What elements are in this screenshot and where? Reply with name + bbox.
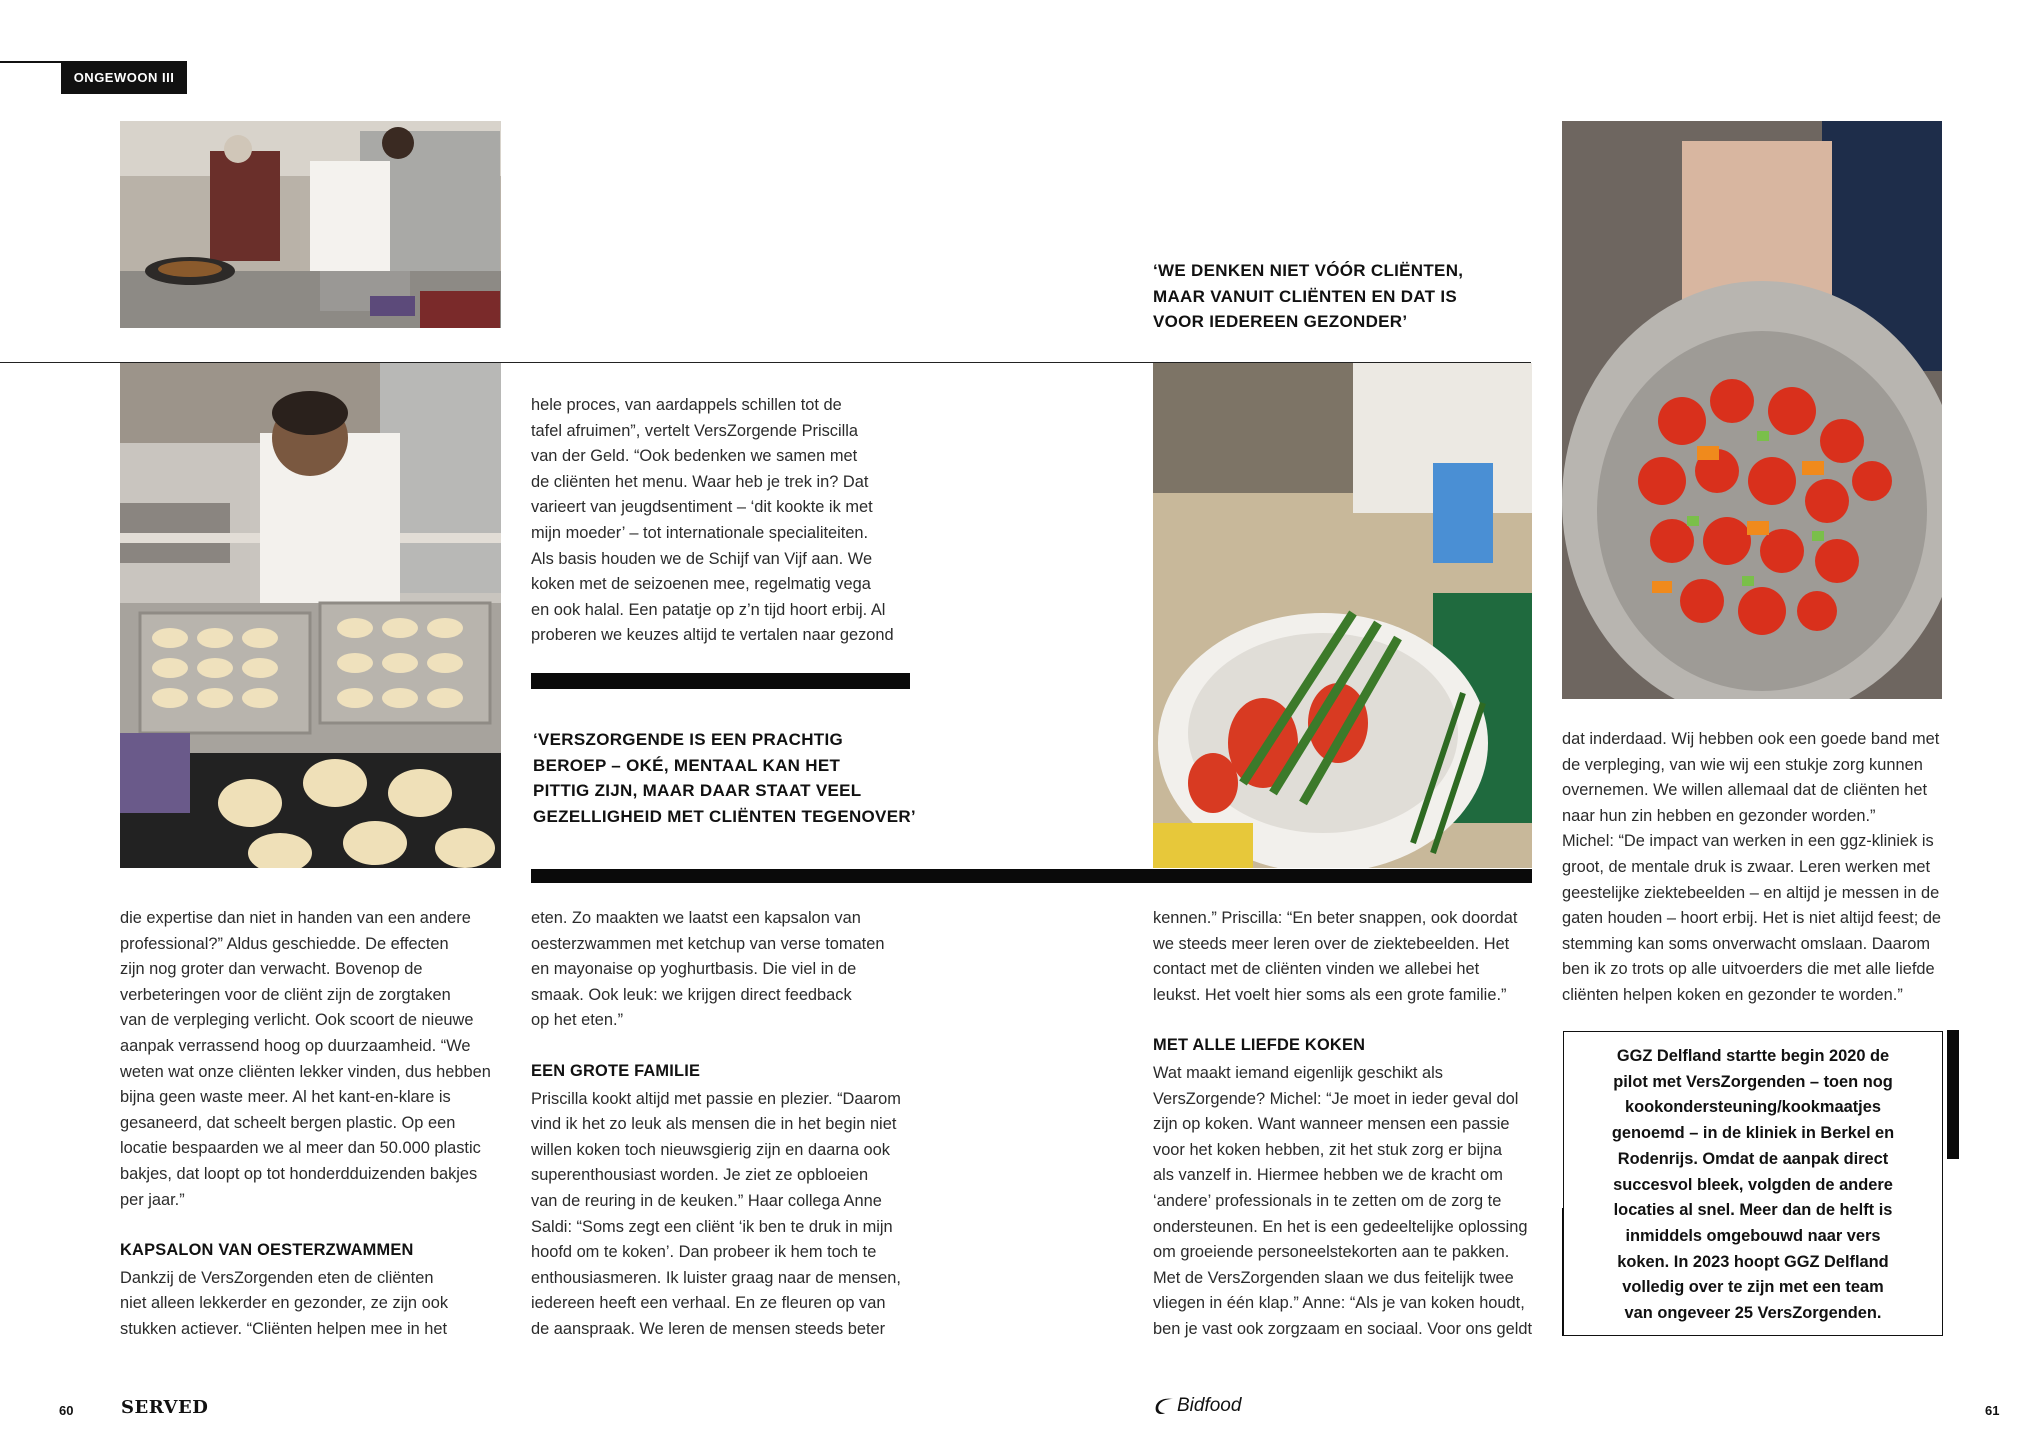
text-line: per jaar.” — [120, 1190, 185, 1209]
text-line: Dankzij de VersZorgenden eten de cliënten — [120, 1268, 434, 1287]
quote-line: VOOR IEDEREEN GEZONDER’ — [1153, 312, 1408, 332]
subheading: MET ALLE LIEFDE KOKEN — [1153, 1036, 1366, 1055]
text-line: professional?” Aldus geschiedde. De effecten — [120, 934, 449, 953]
text-line: de verpleging, van wie wij een stukje zorg kunnen — [1562, 755, 1923, 774]
text-line: van de reuring in de keuken.” Haar collega Anne — [531, 1191, 882, 1210]
colander-vegetables-photo — [1153, 363, 1532, 868]
text-line: hele proces, van aardappels schillen tot de — [531, 396, 842, 414]
text-line: niet alleen lekkerder en gezonder, ze zijn ook — [120, 1294, 449, 1313]
text-line: hoofd om te koken’. Dan probeer ik hem toch te — [531, 1243, 877, 1262]
text-line: VersZorgende? Michel: “Je moet in ieder geval dol — [1153, 1089, 1519, 1108]
text-line: zijn nog groter dan verwacht. Bovenop de — [120, 960, 423, 979]
quote-line: MAAR VANUIT CLIËNTEN EN DAT IS — [1153, 286, 1457, 306]
text-line: willen koken toch nieuwsgierig zijn en daarna ook — [531, 1140, 890, 1159]
box-line: inmiddels omgebouwd naar vers — [1625, 1226, 1881, 1245]
text-line: superenthousiast worden. Je ziet ze opbloeien — [531, 1166, 869, 1185]
text-line: bijna geen waste meer. Al het kant-en-klare is — [120, 1088, 451, 1107]
text-line: tafel afruimen”, vertelt VersZorgende Priscilla — [531, 421, 859, 440]
text-line: overnemen. We willen allemaal dat de cliënten het — [1562, 781, 1928, 800]
text-line: vind ik het zo leuk als mensen die in het begin niet — [531, 1115, 897, 1134]
chef-dough-photo — [120, 363, 501, 868]
pull-quote-middle — [533, 727, 923, 829]
text-line: stemming kan soms onverwacht omslaan. Daarom — [1562, 934, 1931, 953]
text-line: stukken actiever. “Cliënten helpen mee in het — [120, 1319, 448, 1338]
text-line: eten. Zo maakten we laatst een kapsalon van — [531, 909, 861, 927]
text-line: we steeds meer leren over de ziektebeelden. Het — [1153, 934, 1510, 953]
text-line: vliegen in één klap.” Anne: “Als je van koken houdt, — [1153, 1294, 1525, 1313]
pull-quote-top — [1153, 258, 1483, 335]
quote-line: ‘VERSZORGENDE IS EEN PRACHTIG — [533, 730, 844, 749]
bidfood-wordmark: Bidfood — [1177, 1395, 1242, 1416]
box-line: van ongeveer 25 VersZorgenden. — [1624, 1304, 1882, 1323]
quote-line: PITTIG ZIJN, MAAR DAAR STAAT VEEL — [533, 781, 862, 801]
text-line: gesaneerd, dat scheelt bergen plastic. Op een — [120, 1113, 456, 1132]
text-line: varieert van jeugdsentiment – ‘dit kookte ik met — [531, 498, 873, 517]
text-line: cliënten helpen koken en gezonder te worden.” — [1562, 985, 1903, 1004]
text-line: ben ik zo trots op alle uitvoerders die met alle liefde — [1562, 960, 1935, 979]
box-line: GGZ Delfland startte begin 2020 de — [1616, 1047, 1890, 1065]
text-line: mijn moeder’ – tot internationale specialiteiten. — [531, 523, 869, 542]
text-line: ondersteunen. En het is een gedeeltelijke oplossing — [1153, 1217, 1528, 1236]
text-line: proberen we keuzes altijd te vertalen naar gezond — [531, 626, 894, 645]
text-line: dat inderdaad. Wij hebben ook een goede band met — [1562, 730, 1940, 748]
box-accent-right — [1947, 1030, 1959, 1159]
text-line: contact met de cliënten vinden we allebei het — [1153, 960, 1480, 979]
text-line: naar hun zin hebben en gezonder worden.” — [1562, 806, 1876, 825]
page-number-right: 61 — [1985, 1403, 2000, 1418]
text-line: geestelijke ziektebeelden – en altijd je messen in de — [1562, 883, 1940, 902]
text-line: als vanzelf in. Hiermee hebben we de kracht om — [1153, 1166, 1503, 1185]
column-2-upper-text — [531, 393, 911, 649]
bidfood-swoosh-icon — [1153, 1395, 1175, 1417]
text-line: van de verpleging verlicht. Ook scoort de nieuwe — [120, 1011, 474, 1030]
text-line: om groeiende personeelstekorten aan te pakken. — [1153, 1243, 1510, 1262]
box-line: genoemd – in de kliniek in Berkel en — [1611, 1124, 1895, 1143]
page-number-left: 60 — [59, 1403, 74, 1418]
column-1-text — [120, 906, 505, 1343]
box-line: volledig over te zijn met een team — [1622, 1278, 1884, 1297]
text-line: oesterzwammen met ketchup van verse tomaten — [531, 934, 885, 953]
text-line: enthousiasmeren. Ik luister graag naar de mensen, — [531, 1268, 901, 1287]
text-line: Saldi: “Soms zegt een cliënt ‘ik ben te druk in mijn — [531, 1217, 893, 1236]
text-line: aanpak verrassend hoog op duurzaamheid. “We — [120, 1036, 471, 1055]
subheading: EEN GROTE FAMILIE — [531, 1061, 701, 1080]
text-line: de aanspraak. We leren de mensen steeds beter — [531, 1319, 886, 1338]
subheading: KAPSALON VAN OESTERZWAMMEN — [120, 1241, 414, 1260]
text-line: gaten houden – hoort erbij. Het is niet altijd feest; de — [1562, 909, 1942, 928]
text-line: kennen.” Priscilla: “En beter snappen, ook doordat — [1153, 909, 1518, 927]
bidfood-logo — [1153, 1395, 1241, 1417]
text-line: ‘andere’ professionals in te zetten om de zorg te — [1153, 1191, 1502, 1210]
text-line: voor het koken hebben, zit het stuk zorg er bijna — [1153, 1140, 1502, 1159]
quote-line: GEZELLIGHEID MET CLIËNTEN TEGENOVER’ — [533, 806, 916, 826]
text-line: zijn op koken. Want wanneer mensen een passie — [1153, 1115, 1510, 1134]
box-line: pilot met VersZorgenden – toen nog — [1613, 1072, 1893, 1091]
text-line: Met de VersZorgenden slaan we dus feitelijk twee — [1153, 1268, 1514, 1287]
text-line: van der Geld. “Ook bedenken we samen met — [531, 447, 858, 466]
text-line: bakjes, dat loopt op tot honderdduizenden bakjes — [120, 1164, 478, 1183]
text-line: en mayonaise op yoghurtbasis. Die viel in de — [531, 960, 857, 979]
box-line: koken. In 2023 hoopt GGZ Delfland — [1617, 1252, 1889, 1271]
quote-line: ‘WE DENKEN NIET VÓÓR CLIËNTEN, — [1153, 261, 1464, 280]
text-line: groot, de mentale druk is zwaar. Leren werken met — [1562, 857, 1931, 876]
section-tag: ONGEWOON III — [61, 61, 187, 94]
text-line: de cliënten het menu. Waar heb je trek in? Dat — [531, 472, 869, 491]
text-line: iedereen heeft een verhaal. En ze fleuren op van — [531, 1294, 886, 1313]
column-2-text — [531, 906, 921, 1343]
quote-bar-top — [531, 673, 910, 689]
text-line: weten wat onze cliënten lekker vinden, dus hebben — [120, 1062, 491, 1081]
tomatoes-bowl-photo — [1562, 121, 1942, 699]
top-left-rule — [0, 61, 61, 63]
text-line: die expertise dan niet in handen van een andere — [120, 909, 471, 927]
column-3-text — [1153, 906, 1543, 1343]
text-line: smaak. Ook leuk: we krijgen direct feedback — [531, 985, 852, 1004]
box-line: Rodenrijs. Omdat de aanpak direct — [1617, 1149, 1889, 1168]
column-4-text — [1562, 727, 1957, 1009]
quote-bar-bottom — [531, 869, 1532, 883]
info-box — [1563, 1031, 1943, 1336]
text-line: Michel: “De impact van werken in een ggz-kliniek is — [1562, 832, 1934, 851]
text-line: leukst. Het voelt hier soms als een grote familie.” — [1153, 985, 1507, 1004]
box-line: locaties al snel. Meer dan de helft is — [1613, 1201, 1893, 1220]
kitchen-photo-small — [120, 121, 501, 328]
box-line: kookondersteuning/kookmaatjes — [1625, 1098, 1881, 1117]
text-line: en ook halal. Een patatje op z’n tijd hoort erbij. Al — [531, 600, 886, 619]
text-line: Als basis houden we de Schijf van Vijf aan. We — [531, 549, 873, 568]
text-line: Priscilla kookt altijd met passie en plezier. “Daarom — [531, 1089, 901, 1108]
served-logo: SERVED — [121, 1397, 209, 1418]
text-line: verbeteringen voor de cliënt zijn de zorgtaken — [120, 985, 451, 1004]
box-line: succesvol bleek, volgden de andere — [1613, 1175, 1893, 1194]
quote-line: BEROEP – OKÉ, MENTAAL KAN HET — [533, 755, 841, 775]
text-line: op het eten.” — [531, 1011, 624, 1030]
text-line: locatie bespaarden we al meer dan 50.000 plastic — [120, 1139, 481, 1158]
text-line: ben je vast ook zorgzaam en sociaal. Voor ons geldt — [1153, 1319, 1533, 1338]
text-line: koken met de seizoenen mee, regelmatig vega — [531, 575, 871, 594]
text-line: Wat maakt iemand eigenlijk geschikt als — [1153, 1063, 1443, 1082]
